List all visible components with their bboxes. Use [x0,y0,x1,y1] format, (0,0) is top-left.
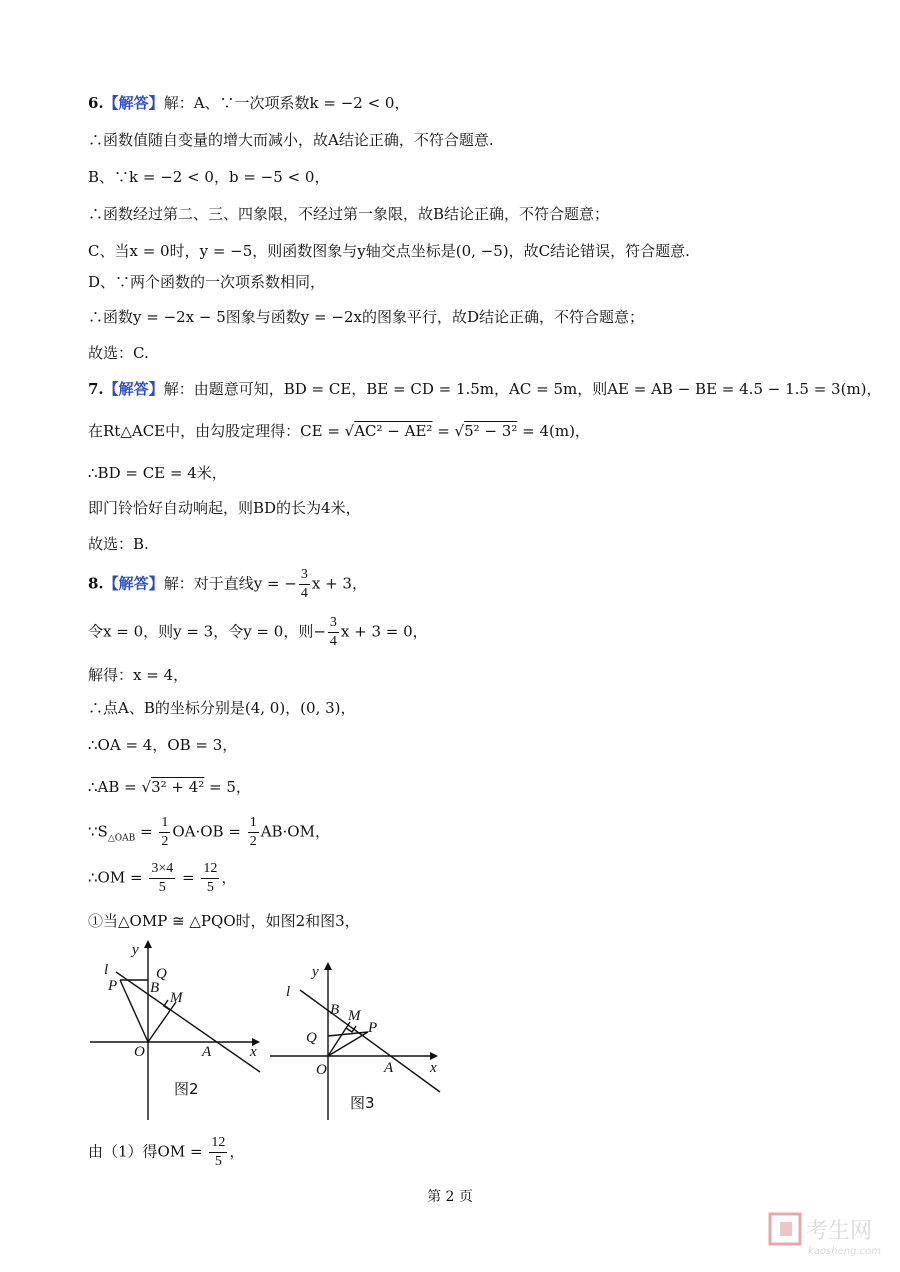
q8-line7-mid: OA·OB = [172,822,246,841]
q8-line-8 [88,860,236,897]
q8-line-4: ∴点A、B的坐标分别是(4, 0)，(0, 3)， [88,699,356,717]
q8-fraction-1-num: 3 [299,566,310,585]
fig3-y-arrow [324,962,332,970]
q8-fraction-4-num: 1 [248,814,259,833]
fig3-label-b: B [330,1002,340,1018]
q7-line-1 [88,378,882,400]
q7-radicand-2: 5² − 3² [464,422,518,440]
fig2-caption: 图2 [174,1080,199,1098]
q8-radicand: 3² + 4² [151,778,205,796]
q8-line7-pre: ∵S [88,822,108,841]
q8-line-3: 解得：x = 4， [88,666,189,684]
q8-line2-pre: 令x = 0，则y = 3，令y = 0，则− [88,622,326,641]
fig2-y-arrow [144,940,152,948]
fig2-segment-po [120,980,148,1042]
q8-line-5: ∴OA = 4，OB = 3， [88,736,238,754]
q8-line8-pre: ∴OM = [88,868,148,887]
page-number: 第 2 页 [427,1189,473,1205]
q8-last-line [88,1134,244,1171]
q6-line-8: 故选：C. [88,344,149,362]
q8-fraction-5 [149,860,175,897]
watermark-logo-icon [768,1206,886,1266]
q8-line1-post: x + 3， [311,574,367,593]
q6-line-3: B、∵k = −2 < 0，b = −5 < 0， [88,168,330,186]
figure-2 [84,936,284,1122]
q7-line2-mid: = √ [432,422,465,440]
q8-fraction-3-num: 1 [159,814,170,833]
q8-line-2 [88,614,428,651]
q8-fraction-6 [201,860,219,897]
fig2-label-q: Q [156,966,167,982]
watermark-site: kaosheng.com [808,1246,881,1257]
fig2-label-y: y [132,942,139,958]
q7-number: 7. [88,380,104,398]
q8-last-pre: 由（1）得OM = [88,1142,208,1161]
q7-text-1: 解：由题意可知，BD = CE，BE = CD = 1.5m，AC = 5m，则AE = AB − BE = 4.5 − 1.5 = 3(m)， [163,380,882,398]
q8-fraction-2-num: 3 [328,614,339,633]
q6-line-1 [88,92,409,114]
q6-line-7: ∴函数y = −2x − 5图象与函数y = −2x的图象平行，故D结论正确，不符合题意； [88,308,644,326]
fig3-label-p: P [368,1020,378,1036]
q6-answer-tag: 【解答】 [103,94,164,112]
fig3-caption: 图3 [350,1094,375,1112]
fig3-label-x: x [430,1060,437,1076]
q8-last-post: ， [229,1142,245,1161]
q8-fraction-7-den: 5 [214,1154,222,1169]
q8-line7-sub: △OAB [107,833,136,844]
fig3-segment-om [328,1022,350,1056]
q8-line7-post: AB·OM， [260,822,330,841]
fig3-label-m: M [348,1008,361,1024]
fig2-segment-om [148,1002,176,1042]
q8-answer-tag: 【解答】 [103,574,164,593]
q7-line-2 [88,420,590,442]
q8-line8-post: ， [221,868,237,887]
watermark [768,1206,886,1266]
fig3-label-o: O [316,1062,327,1078]
fig2-label-x: x [250,1044,257,1060]
fig3-label-y: y [312,964,319,980]
fig3-x-arrow [430,1052,438,1060]
q7-line2-post: = 4(m)， [517,422,590,440]
q8-fraction-1 [299,566,310,603]
figure-3 [264,956,460,1122]
q8-number: 8. [88,574,104,593]
fig2-label-l: l [104,962,109,978]
q8-line8-eq: = [177,868,200,887]
q7-line-3: ∴BD = CE = 4米， [88,464,227,482]
q8-fraction-5-num: 3×4 [149,860,175,879]
q8-line-6 [88,776,251,798]
q8-fraction-3 [159,814,170,851]
q8-fraction-7 [209,1134,227,1171]
q8-fraction-4 [248,814,259,851]
fig2-label-p: P [108,978,118,994]
q8-fraction-3-den: 2 [161,834,169,849]
q6-number: 6. [88,94,104,112]
q6-line-2: ∴函数值随自变量的增大而减小，故A结论正确，不符合题意. [88,131,494,149]
q8-line-1 [88,566,367,603]
fig2-label-o: O [134,1044,145,1060]
q8-line6-post: = 5， [204,778,251,796]
q7-line-4: 即门铃恰好自动响起，则BD的长为4米， [88,499,361,517]
q7-radicand-1: AC² − AE² [354,422,433,440]
q8-fraction-4-den: 2 [249,834,257,849]
fig2-label-b: B [150,980,160,996]
fig3-label-a: A [384,1060,394,1076]
q6-line-5: C、当x = 0时，y = −5，则函数图象与y轴交点坐标是(0, −5)，故C结论错误，符合题意. [88,242,690,260]
q8-fraction-2-den: 4 [329,634,337,649]
q6-line-6: D、∵两个函数的一次项系数相同， [88,273,326,291]
fig2-label-m: M [170,990,183,1006]
q8-line2-post: x + 3 = 0， [340,622,428,641]
q6-text-1: 解：A、∵一次项系数k = −2 < 0， [163,94,410,112]
q8-fraction-6-den: 5 [206,880,214,895]
q8-line6-pre: ∴AB = √ [88,778,152,796]
fig3-label-l: l [286,984,291,1000]
watermark-brand: 考生网 [806,1219,873,1244]
q8-fraction-1-den: 4 [300,586,308,601]
q8-fraction-2 [328,614,339,651]
q8-line7-eq: = [135,822,158,841]
q8-line-7 [88,814,330,851]
q8-fraction-6-num: 12 [201,860,219,879]
q8-fraction-5-den: 5 [158,880,166,895]
q7-answer-tag: 【解答】 [103,380,164,398]
q7-line2-pre: 在Rt△ACE中，由勾股定理得：CE = √ [88,422,355,440]
q6-line-4: ∴函数经过第二、三、四象限，不经过第一象限，故B结论正确，不符合题意； [88,205,610,223]
q7-line-5: 故选：B. [88,535,149,553]
fig2-label-a: A [202,1044,212,1060]
q8-line1-pre: 解：对于直线y = − [163,574,297,593]
fig3-label-q: Q [306,1030,317,1046]
q8-fraction-7-num: 12 [209,1134,227,1153]
q8-line-9: ①当△OMP ≅ △PQO时，如图2和图3， [88,912,360,930]
